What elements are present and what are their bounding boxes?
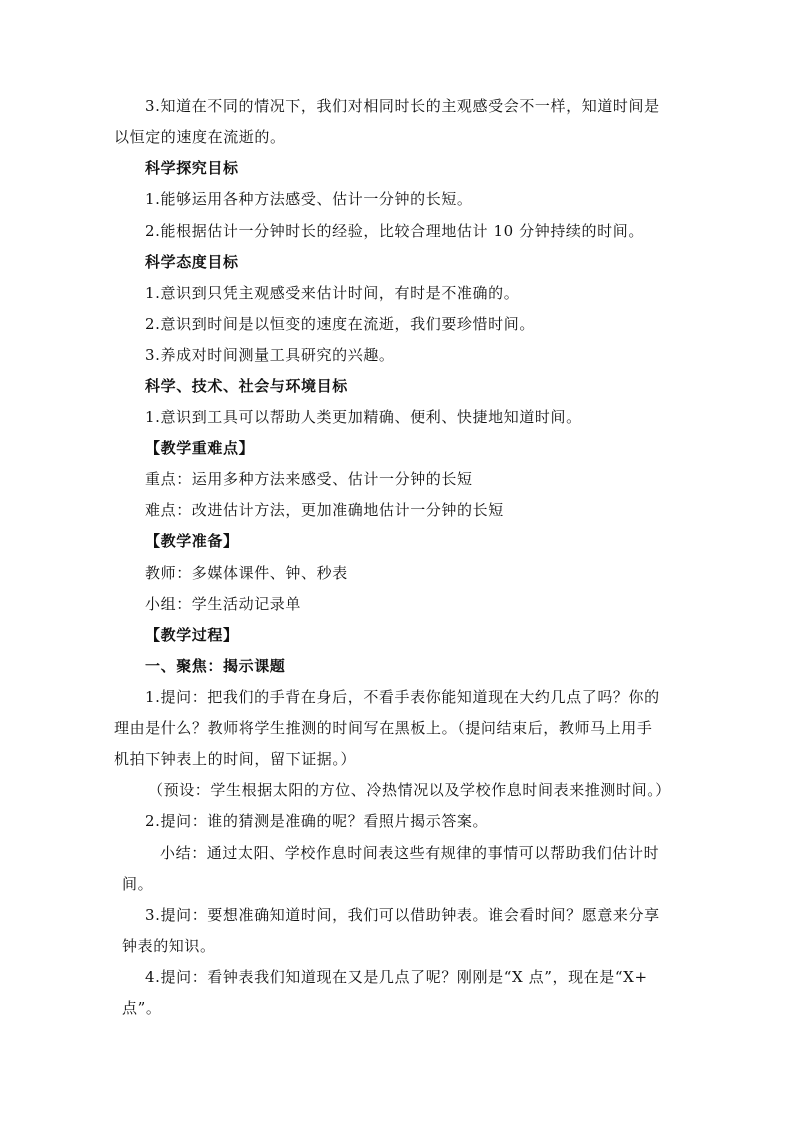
- heading-key-difficult: 【教学重难点】: [145, 439, 255, 457]
- objective-3-line-1: 3.知道在不同的情况下，我们对相同时长的主观感受会不一样，知道时间是: [145, 97, 660, 115]
- summary-line-2: 间。: [122, 875, 154, 893]
- step-4-line-2: 点”。: [122, 999, 162, 1017]
- step-1-line-2: 理由是什么？教师将学生推测的时间写在黑板上。（提问结束后，教师马上用手: [114, 719, 653, 737]
- key-point: 重点：运用多种方法来感受、估计一分钟的长短: [145, 470, 473, 488]
- difficult-point: 难点：改进估计方法，更加准确地估计一分钟的长短: [145, 501, 504, 519]
- attitude-item-2: 2.意识到时间是以恒变的速度在流逝，我们要珍惜时间。: [145, 315, 535, 333]
- step-3-line-2: 钟表的知识。: [122, 937, 216, 955]
- step-1-preset: （预设：学生根据太阳的方位、冷热情况以及学校作息时间表来推测时间。）: [148, 781, 671, 799]
- step-1-line-1: 1.提问：把我们的手背在身后，不看手表你能知道现在大约几点了吗？你的: [145, 688, 660, 706]
- step-3-line-1: 3.提问：要想准确知道时间，我们可以借助钟表。谁会看时间？愿意来分享: [145, 906, 660, 924]
- inquiry-item-2: 2.能根据估计一分钟时长的经验，比较合理地估计 10 分钟持续的时间。: [145, 222, 644, 240]
- attitude-item-3: 3.养成对时间测量工具研究的兴趣。: [145, 346, 395, 364]
- attitude-item-1: 1.意识到只凭主观感受来估计时间，有时是不准确的。: [145, 284, 520, 302]
- step-2: 2.提问：谁的猜测是准确的呢？看照片揭示答案。: [145, 812, 489, 830]
- objective-3-line-2: 以恒定的速度在流逝的。: [114, 128, 286, 146]
- section-focus-title: 一、聚焦：揭示课题: [145, 657, 286, 675]
- heading-process: 【教学过程】: [145, 626, 239, 644]
- prep-teacher: 教师：多媒体课件、钟、秒表: [145, 564, 348, 582]
- heading-stse: 科学、技术、社会与环境目标: [145, 377, 348, 395]
- prep-group: 小组：学生活动记录单: [145, 595, 302, 613]
- step-1-line-3: 机拍下钟表上的时间，留下证据。）: [114, 750, 357, 768]
- summary-line-1: 小结：通过太阳、学校作息时间表这些有规律的事情可以帮助我们估计时: [160, 844, 660, 862]
- heading-preparation: 【教学准备】: [145, 532, 239, 550]
- stse-item-1: 1.意识到工具可以帮助人类更加精确、便利、快捷地知道时间。: [145, 408, 582, 426]
- heading-science-attitude: 科学态度目标: [145, 253, 239, 271]
- inquiry-item-1: 1.能够运用各种方法感受、估计一分钟的长短。: [145, 190, 473, 208]
- step-4-line-1: 4.提问：看钟表我们知道现在又是几点了呢？刚刚是“X 点”，现在是“X+: [145, 968, 648, 986]
- heading-science-inquiry: 科学探究目标: [145, 159, 239, 177]
